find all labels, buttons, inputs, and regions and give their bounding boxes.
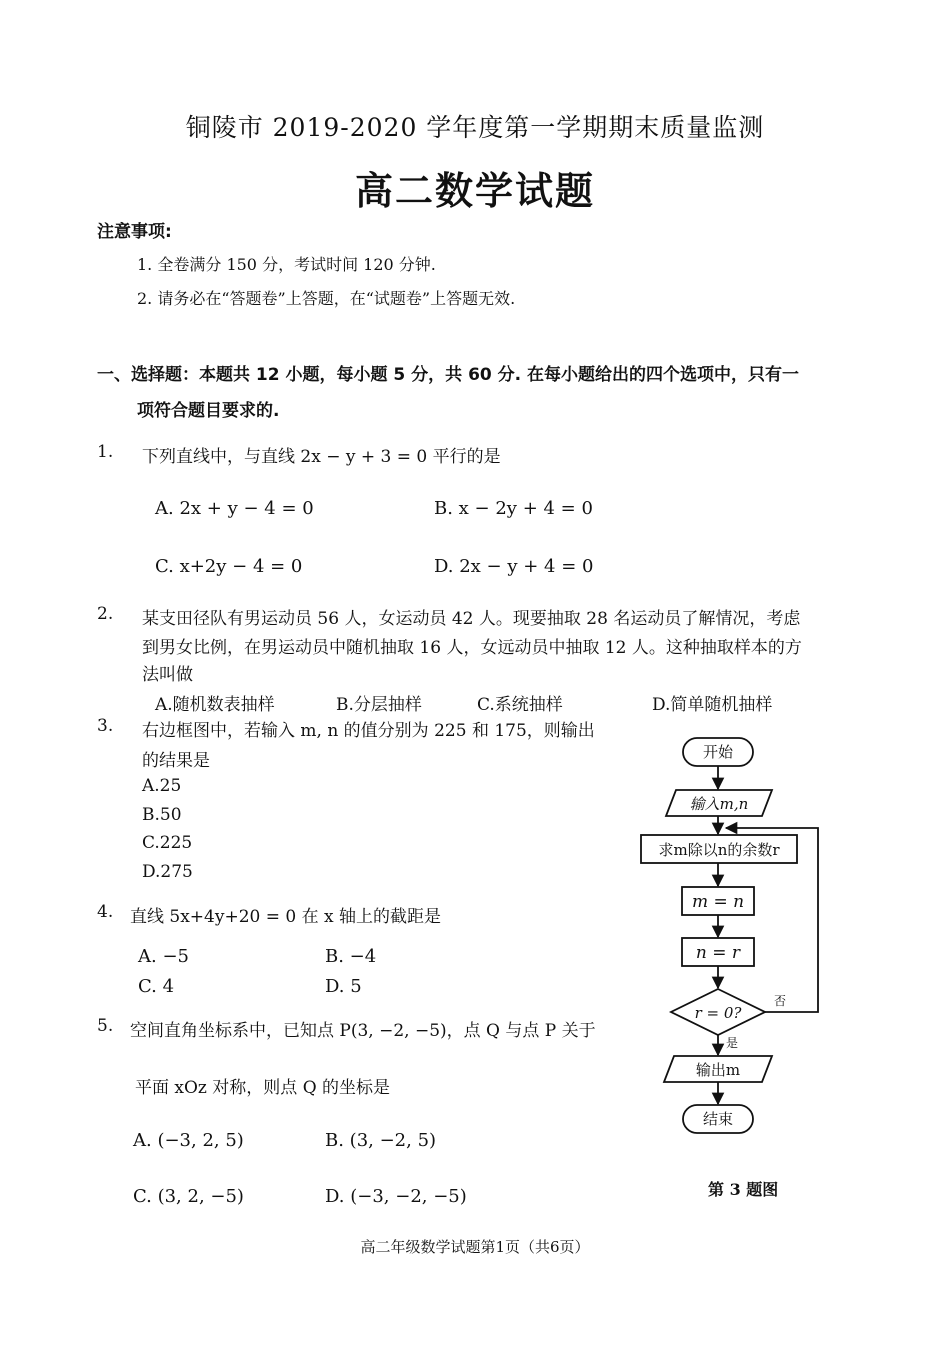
q4-option-a: A. −5	[138, 946, 189, 967]
q5-option-a: A. (−3, 2, 5)	[133, 1130, 244, 1151]
q4-number: 4.	[97, 902, 114, 922]
flowchart-remainder-label: 求m除以n的余数r	[658, 841, 780, 859]
flowchart-caption: 第 3 题图	[708, 1180, 779, 1199]
q1-option-d: D. 2x − y + 4 = 0	[434, 556, 594, 577]
flowchart-input-label: 输入m,n	[689, 795, 749, 813]
q1-option-c: C. x+2y − 4 = 0	[155, 556, 303, 577]
q2-text-line2: 到男女比例，在男运动员中随机抽取 16 人，女远动员中抽取 12 人。这种抽取样本的方	[142, 638, 802, 658]
flowchart-assign-m-label: m = n	[691, 892, 745, 912]
q4-option-b: B. −4	[325, 946, 377, 967]
q2-option-a: A.随机数表抽样	[155, 695, 275, 715]
q2-option-c: C.系统抽样	[477, 695, 563, 715]
flowchart-diagram	[630, 730, 840, 1140]
q5-option-b: B. (3, −2, 5)	[325, 1130, 437, 1151]
q3-text-line1: 右边框图中，若输入 m, n 的值分别为 225 和 175，则输出	[142, 721, 595, 741]
q3-option-d: D.275	[142, 862, 193, 882]
q4-option-c: C. 4	[138, 976, 175, 997]
flowchart-condition-label: r = 0?	[694, 1004, 742, 1022]
q2-option-b: B.分层抽样	[336, 695, 422, 715]
q1-number: 1.	[97, 442, 114, 462]
flowchart-end-label: 结束	[702, 1110, 734, 1128]
q5-text-line2: 平面 xOz 对称，则点 Q 的坐标是	[135, 1078, 391, 1098]
page-footer: 高二年级数学试题第1页（共6页）	[360, 1238, 590, 1256]
flowchart-no-label: 否	[773, 994, 787, 1008]
q5-option-d: D. (−3, −2, −5)	[325, 1186, 467, 1207]
flowchart-start-label: 开始	[702, 743, 734, 761]
q3-option-a: A.25	[142, 776, 182, 796]
q4-text: 直线 5x+4y+20 = 0 在 x 轴上的截距是	[130, 907, 442, 927]
q5-number: 5.	[97, 1016, 114, 1036]
flowchart-output-label: 输出m	[695, 1061, 741, 1079]
flowchart-assign-n-label: n = r	[695, 943, 741, 963]
notice-heading: 注意事项:	[97, 222, 172, 242]
q3-option-c: C.225	[142, 833, 193, 853]
q1-text: 下列直线中，与直线 2x − y + 3 = 0 平行的是	[142, 447, 501, 467]
q2-text-line1: 某支田径队有男运动员 56 人，女运动员 42 人。现要抽取 28 名运动员了解情况，考虑	[142, 609, 801, 629]
q2-number: 2.	[97, 604, 114, 624]
notice-item-1: 1. 全卷满分 150 分，考试时间 120 分钟.	[137, 255, 436, 274]
q4-option-d: D. 5	[325, 976, 362, 997]
q5-text-line1: 空间直角坐标系中，已知点 P(3, −2, −5)，点 Q 与点 P 关于	[130, 1021, 596, 1041]
notice-item-2: 2. 请务必在“答题卷”上答题，在“试题卷”上答题无效.	[137, 289, 516, 308]
flowchart-yes-label: 是	[725, 1036, 739, 1050]
section1-heading-line1: 一、选择题：本题共 12 小题，每小题 5 分，共 60 分. 在每小题给出的四个选项中，只有一	[97, 365, 800, 385]
section1-heading-line2: 项符合题目要求的.	[137, 401, 280, 421]
q2-text-line3: 法叫做	[142, 665, 193, 685]
q1-option-a: A. 2x + y − 4 = 0	[155, 498, 314, 519]
exam-title-line1: 铜陵市 2019-2020 学年度第一学期期末质量监测	[185, 113, 765, 142]
q3-text-line2: 的结果是	[142, 751, 210, 771]
q3-number: 3.	[97, 716, 114, 736]
q5-option-c: C. (3, 2, −5)	[133, 1186, 244, 1207]
q1-option-b: B. x − 2y + 4 = 0	[434, 498, 593, 519]
q3-option-b: B.50	[142, 805, 182, 825]
exam-title-line2: 高二数学试题	[354, 168, 595, 213]
q2-option-d: D.简单随机抽样	[652, 695, 773, 715]
